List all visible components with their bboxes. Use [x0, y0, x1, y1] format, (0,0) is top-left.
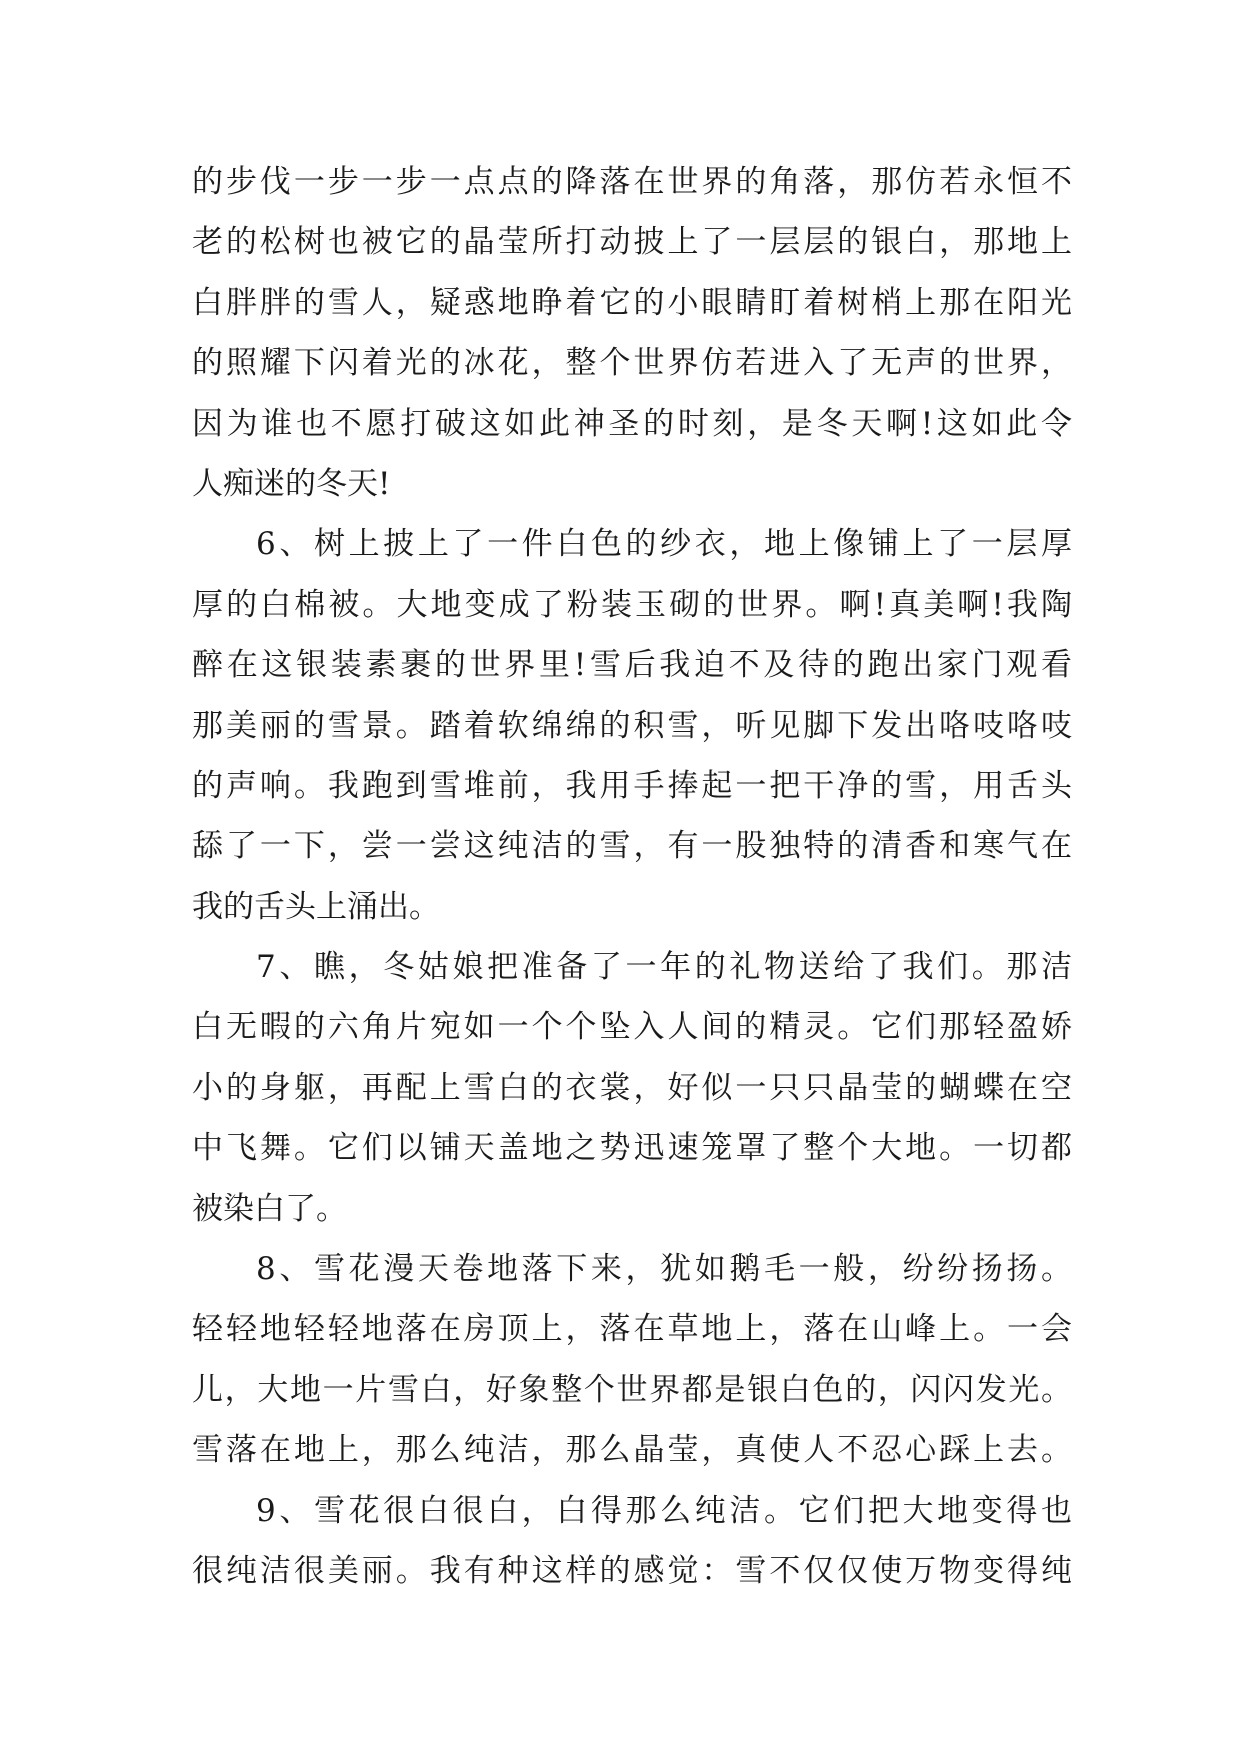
text-line: 被染白了。 — [192, 1190, 347, 1227]
text-line: 的照耀下闪着光的冰花，整个世界仿若进入了无声的世界， — [192, 345, 1072, 382]
paragraph-start-8: 8、雪花漫天卷地落下来，犹如鹅毛一般，纷纷扬扬。 — [256, 1251, 1072, 1288]
text-line: 因为谁也不愿打破这如此神圣的时刻，是冬天啊!这如此令 — [192, 405, 1072, 442]
text-line: 的声响。我跑到雪堆前，我用手捧起一把干净的雪，用舌头 — [192, 767, 1072, 804]
text-line: 醉在这银装素裹的世界里!雪后我迫不及待的跑出家门观看 — [192, 647, 1072, 684]
text-line: 轻轻地轻轻地落在房顶上，落在草地上，落在山峰上。一会 — [192, 1311, 1072, 1348]
text-line: 我的舌头上涌出。 — [192, 888, 440, 925]
paragraph-start-6: 6、树上披上了一件白色的纱衣，地上像铺上了一层厚 — [256, 526, 1072, 563]
text-line: 老的松树也被它的晶莹所打动披上了一层层的银白，那地上 — [192, 224, 1072, 261]
text-line: 那美丽的雪景。踏着软绵绵的积雪，听见脚下发出咯吱咯吱 — [192, 707, 1072, 744]
text-line: 厚的白棉被。大地变成了粉装玉砌的世界。啊!真美啊!我陶 — [192, 586, 1072, 623]
text-line: 儿，大地一片雪白，好象整个世界都是银白色的，闪闪发光。 — [192, 1371, 1072, 1408]
paragraph-start-9: 9、雪花很白很白，白得那么纯洁。它们把大地变得也 — [256, 1492, 1072, 1529]
paragraph-start-7: 7、瞧，冬姑娘把准备了一年的礼物送给了我们。那洁 — [256, 949, 1072, 986]
body-text — [192, 152, 1072, 1601]
text-line: 的步伐一步一步一点点的降落在世界的角落，那仿若永恒不 — [192, 164, 1072, 200]
text-line: 中飞舞。它们以铺天盖地之势迅速笼罩了整个大地。一切都 — [192, 1130, 1072, 1167]
text-line: 雪落在地上，那么纯洁，那么晶莹，真使人不忍心踩上去。 — [192, 1432, 1072, 1469]
text-line: 白无暇的六角片宛如一个个坠入人间的精灵。它们那轻盈娇 — [192, 1009, 1072, 1046]
text-line: 很纯洁很美丽。我有种这样的感觉：雪不仅仅使万物变得纯 — [192, 1552, 1072, 1589]
text-line: 小的身躯，再配上雪白的衣裳，好似一只只晶莹的蝴蝶在空 — [192, 1069, 1072, 1106]
text-line: 白胖胖的雪人，疑惑地睁着它的小眼睛盯着树梢上那在阳光 — [192, 284, 1072, 321]
text-line: 舔了一下，尝一尝这纯洁的雪，有一股独特的清香和寒气在 — [192, 828, 1072, 865]
text-line: 人痴迷的冬天! — [192, 465, 391, 502]
